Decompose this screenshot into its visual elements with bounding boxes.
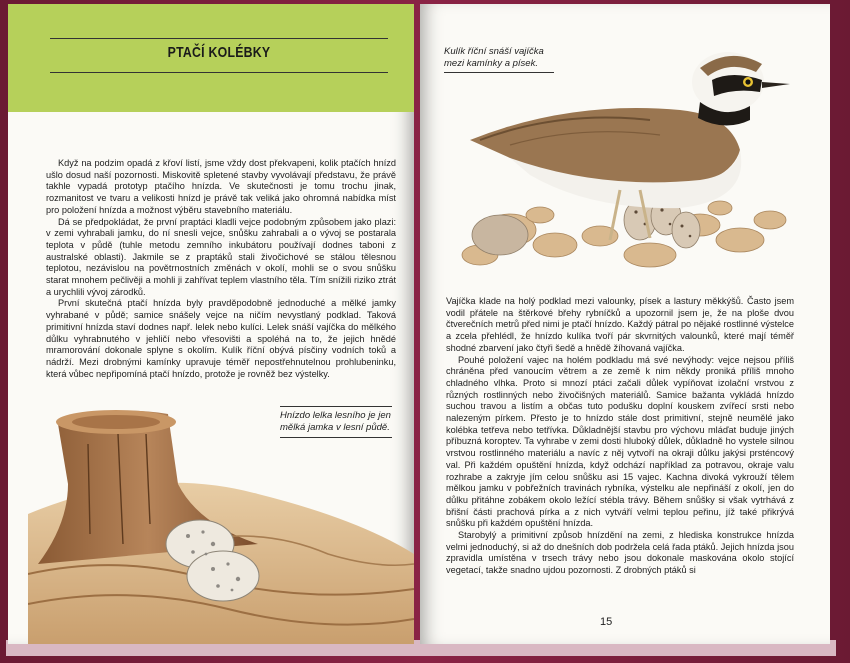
paragraph: Starobylý a primitivní způsob hnízdění na zemi, z hlediska konstrukce hnízda velmi jednoduchý, si až do dnešních dob podržela celá řada ptáků. Jejich hnízda jsou zpravidla umístěna v trsech trávy nebo jsou dokonale maskována okolo stojící vegetací, takže snadno ujdou pozornosti. Z drobných ptáků si xyxy=(446,530,794,576)
nightjar-nest-icon xyxy=(28,404,414,644)
page-number: 15 xyxy=(600,616,613,628)
page-title: PTAČÍ KOLÉBKY xyxy=(167,44,271,61)
little-ringed-plover-icon xyxy=(450,40,800,280)
right-page xyxy=(420,4,830,644)
title-rule-top xyxy=(50,38,388,39)
plover-caption: Kulík říční snáší vajíčka mezi kamínky a písek. xyxy=(444,46,554,73)
paragraph: Pouhé položení vajec na holém podkladu má své nevýhody: vejce nejsou příliš chráněna před vanoucím větrem a ze země k nim někdy proniká příliš mnoho chladného vlhka. Proto si mnozí ptáci začali důlek vypíňovat izolační vrstvou z různých rostlinných nebo živočišných materiálů. Samice bažanta vykládá hnízdo suchou travou a listím a občas tuto podušku doplní kouskem zvířecí srsti nebo nalezeným pírkem. Přesto je to hnízdo stále dost primitivní, stejně neumělé jako kolébka tetřeva nebo tetřívka. Důkladnější stavbu pro výchovu mláďat buduje jiných příbuzná koroptev. Ta vyhrabe v zemi dosti hluboký důlek, důkladně ho vystele silnou vrstvou rostlinného materiálu a navíc z něj vytvoří na okraji důlku jakýsi prsténcový val. Při každém opuštění hnízda, když odchází například za potravou, okraje valu rozhrabe a zakryje jím celou snůšku asi 15 vajec. Kachna divoká vykrouží tělem mělkou jamku v pobřežních travinách rybníka, výstelku ale nepřináší z okolí, jen do důlku přitáhne zobákem okolo ležící stébla trávy. Během snůšky si však vytrhává z břišní části prachová pírka a z nich vytváří velmi teplou peřinu, jíž také přikrývá snůšku při každém opuštění hnízda. xyxy=(446,354,794,529)
paragraph: Když na podzim opadá z křoví listí, jsme vždy dost překvapeni, kolik ptačích hnízd ušlo dosud naší pozornosti. Miskovitě spletené stavby vyvolávají představu, že právě takhle vypadá prototyp ptačího hnízda. Ve skutečnosti je tomu trochu jinak, rozmanitost ve tvaru a velikosti hnízd je právě tak veliká jako ohromná nabídka míst pro položení hnízda a možnost výběru stavebního materiálu. xyxy=(46,158,396,215)
right-body-text xyxy=(446,296,794,577)
paragraph: Dá se předpokládat, že první praptáci kladli vejce podobným způsobem jako plazi: v zemi vyhrabali jamku, do ní snesli vejce, snůšku zahrabali a o vývoj se postarala teplota v půdě (tuhle metodu zemního inkubátoru používají dodnes taboni z australské oblasti). Jakmile se z praptáků stali živočichové se stálou tělesnou teplotou, nezávislou na povětrnostních změnách v okolí, mohli se o svou snůšku starat mnohem pečlivěji a mohli ji zahřívat teplem vlastního těla. Tím snížili riziko ztrát a urychlili vývoj zárodků. xyxy=(46,216,396,297)
paragraph: Vajíčka klade na holý podklad mezi valounky, písek a lastury měkkýšů. Často jsem vodil přátele na štěrkové břehy rybníčků a upozornil jsem je, že na ploše dvou čtverečních metrů před nimi je ptačí hnízdo. Každý pátral po nějaké rostlinné výstelce a zcela přehlédl, že hnízdo kulíka tvoří pár skvrnitých valounků, které mají téměř shodné zbarvení jako čtyři šedě a hnědě žíhovaná vajíčka. xyxy=(446,296,794,353)
title-rule-bottom xyxy=(50,72,388,73)
nest-caption: Hnízdo lelka lesního je jen mělká jamka v lesní půdě. xyxy=(280,406,392,438)
left-body-text xyxy=(46,158,396,380)
paragraph: První skutečná ptačí hnízda byly pravděpodobně jednoduché a mělké jamky vyhrabané v půdě; samice snášely vejce na ničím nevystlaný podklad. Taková primitivní hnízda staví dodnes např. lelek nebo kulíci. Lelek snáší vajíčka do mělkého důlku vyhrabnutého v jehličí nebo vřesovišti a spoléhá na to, že jejich hnědé mramorování dokonale splyne s okolím. Kulík říční obývá písčiny vodních toků a nádrží. Mezi drobnými kamínky upravuje téměř nepostřehnutelnou prohlubeninku, která vůbec nepřipomíná ptačí hnízdo, protože je rovněž bez výstelky. xyxy=(46,298,396,379)
left-page xyxy=(8,4,414,644)
